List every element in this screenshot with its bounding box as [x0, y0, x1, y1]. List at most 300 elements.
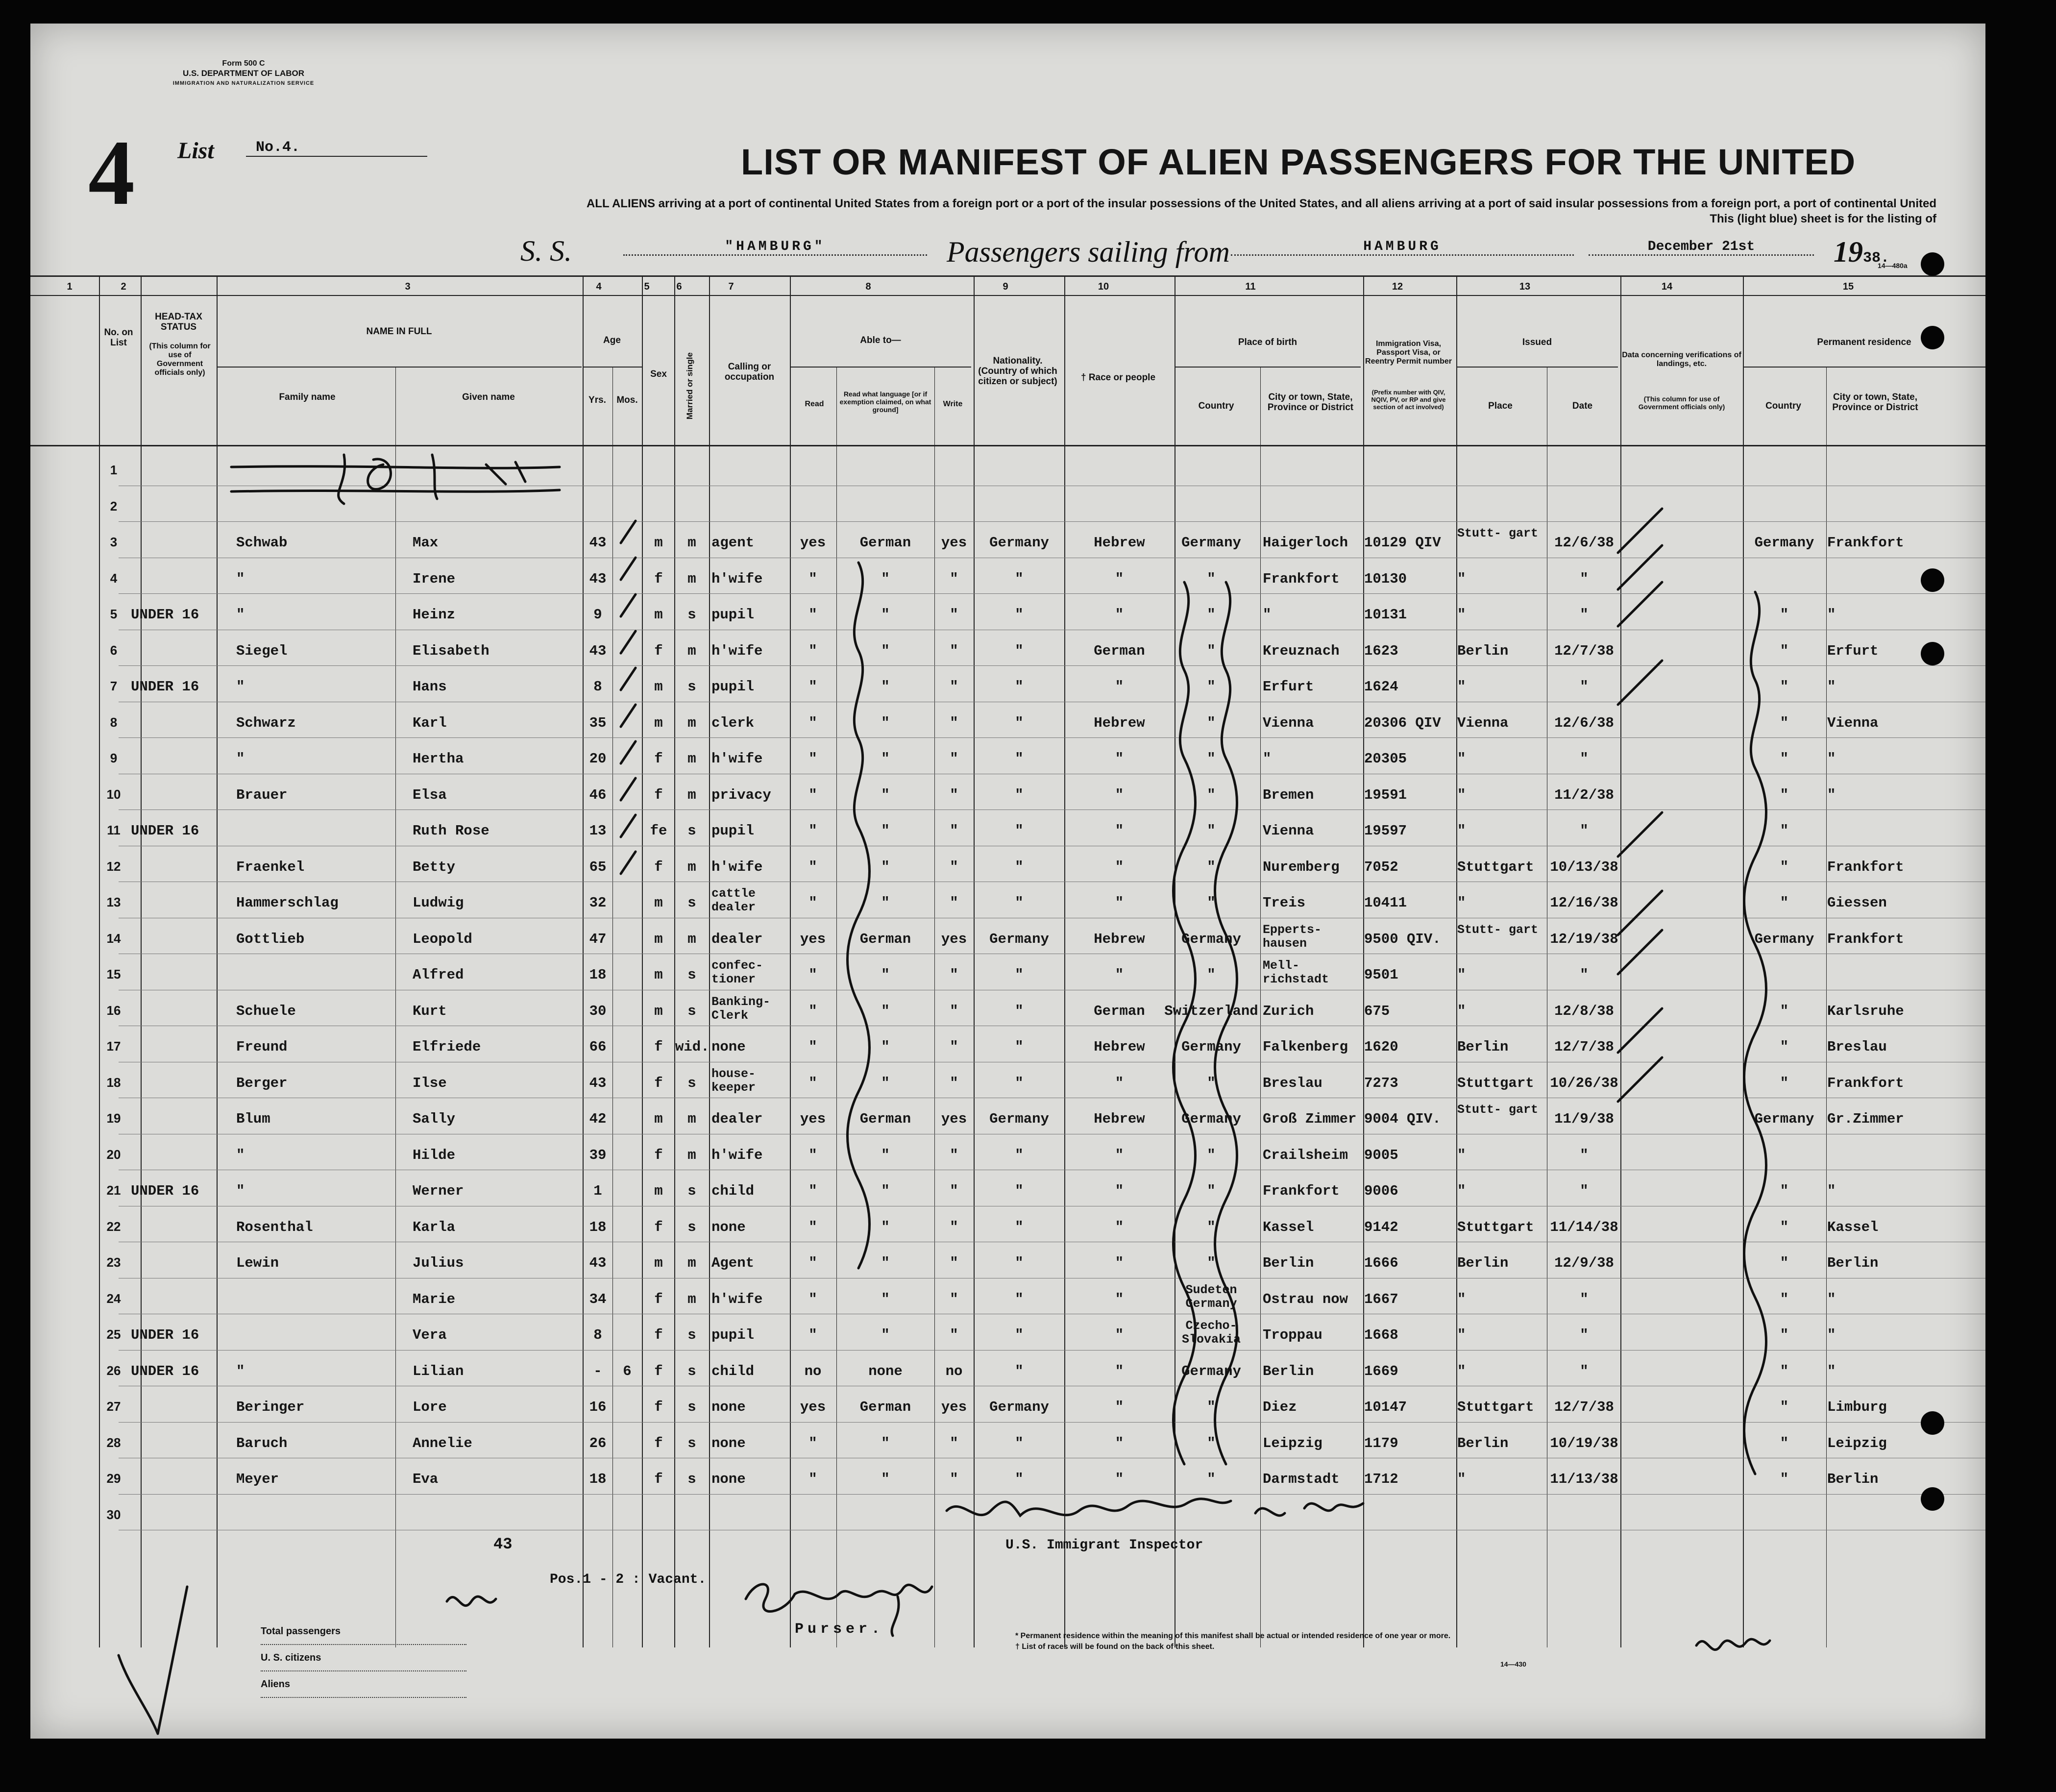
cell-given: Sally — [413, 1111, 456, 1127]
cell-rcity: Kassel — [1827, 1219, 1879, 1235]
header-issued-place: Place — [1488, 401, 1513, 411]
cell-write: " — [950, 1147, 958, 1163]
cell-bcity: Erfurt — [1263, 679, 1314, 695]
cell-race: " — [1115, 1075, 1124, 1091]
sheet-number: 4 — [88, 122, 135, 224]
cell-lang: " — [881, 751, 890, 767]
cell-family: Fraenkel — [236, 859, 305, 875]
cell-yrs: 43 — [589, 642, 607, 659]
cell-given: Karl — [413, 714, 447, 731]
column-number: 13 — [1519, 281, 1531, 292]
cell-family: " — [236, 679, 245, 695]
cell-given: Ruth Rose — [413, 823, 490, 839]
vacant-note: Pos.1 - 2 : Vacant. — [550, 1572, 707, 1587]
cell-yrs: 35 — [589, 714, 607, 731]
cell-visa: 9004 QIV. — [1364, 1111, 1441, 1127]
cell-no: 3 — [110, 535, 118, 549]
cell-no: 26 — [106, 1363, 121, 1378]
cell-ms: m — [687, 1147, 696, 1163]
cell-visa: 1624 — [1364, 679, 1398, 695]
cell-given: Elsa — [413, 786, 447, 803]
cell-nat: Germany — [989, 931, 1049, 947]
cell-iplace: " — [1457, 1363, 1466, 1379]
cell-idate: " — [1580, 607, 1589, 623]
cell-write: " — [950, 859, 958, 875]
cell-rcountry: " — [1780, 1435, 1789, 1451]
cell-no: 16 — [106, 1003, 121, 1018]
header-issued-date: Date — [1572, 401, 1593, 411]
cell-given: Werner — [413, 1183, 464, 1199]
header-birth-city: City or town, State, Province or District — [1267, 392, 1354, 413]
cell-ms: s — [687, 823, 696, 839]
language-wave — [848, 563, 870, 1268]
cell-lang: German — [859, 931, 911, 947]
header-mos: Mos. — [616, 395, 638, 405]
cell-iplace: " — [1457, 786, 1466, 803]
cell-given: Elfriede — [413, 1039, 481, 1055]
cell-rcountry: " — [1780, 1327, 1789, 1343]
cell-rcity: " — [1827, 1327, 1836, 1343]
cell-yrs: 66 — [589, 1039, 607, 1055]
cell-occ: pupil — [711, 607, 755, 623]
cell-ms: s — [687, 1183, 696, 1199]
header-yrs: Yrs. — [588, 395, 606, 405]
cell-given: Max — [413, 535, 439, 551]
aliens-label: Aliens — [261, 1671, 466, 1698]
binder-hole — [1921, 252, 1944, 276]
subtitle-line1: ALL ALIENS arriving at a port of continental United States from a foreign port or a port of the insular possessions of the United States, and all aliens arriving at a port of said insular possessions from a foreign port, a port of continental United — [586, 197, 1936, 210]
cell-occ: none — [711, 1039, 746, 1055]
header-place-of-birth: Place of birth — [1238, 337, 1297, 347]
cell-sex: m — [654, 714, 663, 731]
cell-rcity: " — [1827, 1363, 1836, 1379]
inspector-signature — [947, 1499, 1363, 1516]
cell-sex: m — [654, 967, 663, 983]
cell-iplace: " — [1457, 967, 1466, 983]
cell-idate: 11/13/38 — [1550, 1471, 1618, 1487]
cell-rcountry: " — [1780, 859, 1789, 875]
cell-rcity: Erfurt — [1827, 642, 1879, 659]
cell-no: 24 — [106, 1291, 121, 1306]
cell-write: " — [950, 1471, 958, 1487]
cell-sex: f — [654, 1291, 663, 1307]
cell-bcountry: " — [1207, 895, 1216, 911]
cell-bcity: " — [1263, 751, 1272, 767]
cell-family: Baruch — [236, 1435, 288, 1451]
cell-nat: " — [1015, 1003, 1024, 1019]
cell-bcountry: " — [1207, 786, 1216, 803]
cell-bcountry: " — [1207, 1435, 1216, 1451]
department: U.S. DEPARTMENT OF LABOR — [182, 69, 305, 78]
cell-rcity: " — [1827, 607, 1836, 623]
cell-rcountry: " — [1780, 607, 1789, 623]
passenger-tally — [261, 1619, 466, 1698]
form-number: Form 500 C — [222, 59, 265, 68]
cell-idate: " — [1580, 1327, 1589, 1343]
cell-idate: " — [1580, 570, 1589, 587]
cell-visa: 1667 — [1364, 1291, 1398, 1307]
cell-bcity: Troppau — [1263, 1327, 1322, 1343]
cell-lang: German — [859, 535, 911, 551]
column-number: 1 — [67, 281, 73, 292]
cell-occ: pupil — [711, 679, 755, 695]
cell-yrs: 43 — [589, 570, 607, 587]
cell-visa: 9005 — [1364, 1147, 1398, 1163]
sailing-label: Passengers sailing from — [947, 236, 1230, 268]
header-given-name: Given name — [462, 392, 515, 402]
cell-yrs: - — [593, 1363, 602, 1379]
cell-race: " — [1115, 1471, 1124, 1487]
cell-sex: f — [654, 751, 663, 767]
cell-read: " — [808, 786, 817, 803]
cell-rcity: Limburg — [1827, 1399, 1887, 1415]
cell-iplace: Stuttgart — [1457, 859, 1534, 875]
cell-visa: 7052 — [1364, 859, 1398, 875]
cell-bcountry: " — [1207, 570, 1216, 587]
cell-ms: m — [687, 535, 696, 551]
cell-write: " — [950, 1219, 958, 1235]
cell-given: Kurt — [413, 1003, 447, 1019]
cell-no: 1 — [110, 463, 118, 477]
cell-family: " — [236, 607, 245, 623]
cell-bcountry: Czecho- Slovakia — [1181, 1319, 1241, 1347]
cell-race: " — [1115, 1327, 1124, 1343]
cell-visa: 1666 — [1364, 1255, 1398, 1271]
cell-read: yes — [800, 535, 826, 551]
cell-idate: 10/19/38 — [1550, 1435, 1618, 1451]
header-write: Write — [943, 400, 963, 408]
strikeout-line-2 — [231, 490, 560, 491]
cell-iplace: " — [1457, 1183, 1466, 1199]
cell-race: " — [1115, 1435, 1124, 1451]
header-birth-country: Country — [1198, 401, 1234, 411]
cell-ms: s — [687, 1471, 696, 1487]
cell-ms: m — [687, 1255, 696, 1271]
cell-rcountry: " — [1780, 1075, 1789, 1091]
cell-occ: h'wife — [711, 1147, 763, 1163]
cell-rcountry: " — [1780, 1471, 1789, 1487]
column-number: 7 — [728, 281, 734, 292]
cell-visa: 7273 — [1364, 1075, 1398, 1091]
cell-family: Schwab — [236, 535, 288, 551]
cell-idate: " — [1580, 751, 1589, 767]
column-number: 15 — [1842, 281, 1854, 292]
cell-write: " — [950, 607, 958, 623]
cell-nat: " — [1015, 1147, 1024, 1163]
binder-hole — [1921, 1487, 1944, 1511]
cell-lang: German — [859, 1399, 911, 1415]
cell-visa: 9006 — [1364, 1183, 1398, 1199]
cell-occ: h'wife — [711, 751, 763, 767]
cell-lang: " — [881, 607, 890, 623]
large-check-mark — [119, 1587, 187, 1734]
cell-iplace: " — [1457, 751, 1466, 767]
cell-rcity: " — [1827, 679, 1836, 695]
cell-occ: Agent — [711, 1255, 755, 1271]
cell-lang: " — [881, 1147, 890, 1163]
cell-rcountry: Germany — [1754, 535, 1814, 551]
cell-nat: " — [1015, 823, 1024, 839]
cell-lang: " — [881, 1075, 890, 1091]
cell-given: Hilde — [413, 1147, 456, 1163]
cell-bcountry: " — [1207, 642, 1216, 659]
cell-visa: 10411 — [1364, 895, 1407, 911]
cell-iplace: " — [1457, 1291, 1466, 1307]
cell-bcity: Vienna — [1263, 823, 1314, 839]
cell-bcity: Falkenberg — [1263, 1039, 1348, 1055]
cell-race: " — [1115, 1399, 1124, 1415]
column-number: 14 — [1661, 281, 1673, 292]
cell-given: Heinz — [413, 607, 456, 623]
year-prefix: 19 — [1834, 236, 1863, 268]
cell-lang: " — [881, 642, 890, 659]
cell-write: " — [950, 1183, 958, 1199]
cell-idate: " — [1580, 679, 1589, 695]
cell-iplace: " — [1457, 570, 1466, 587]
list-number: No.4. — [246, 139, 427, 157]
cell-lang: " — [881, 895, 890, 911]
cell-lang: " — [881, 1039, 890, 1055]
cell-bcity: Berlin — [1263, 1255, 1314, 1271]
cell-write: " — [950, 895, 958, 911]
cell-visa: 10147 — [1364, 1399, 1407, 1415]
cell-no: 20 — [106, 1147, 121, 1162]
cell-bcountry: Germany — [1181, 535, 1241, 551]
cell-bcity: Diez — [1263, 1399, 1297, 1415]
cell-no: 25 — [106, 1327, 121, 1342]
cell-family: " — [236, 1147, 245, 1163]
residence-wave — [1744, 592, 1766, 1474]
cell-bcountry: " — [1207, 714, 1216, 731]
cell-idate: 11/14/38 — [1550, 1219, 1618, 1235]
cell-bcountry: " — [1207, 1219, 1216, 1235]
cell-mos: 6 — [623, 1363, 632, 1379]
cell-lang: " — [881, 1255, 890, 1271]
cell-read: " — [808, 1327, 817, 1343]
cell-rcity: Berlin — [1827, 1471, 1879, 1487]
cell-race: Hebrew — [1094, 714, 1145, 731]
cell-no: 13 — [106, 895, 121, 909]
cell-yrs: 1 — [593, 1183, 602, 1199]
cell-tax: UNDER 16 — [131, 1327, 199, 1343]
cell-bcountry: " — [1207, 679, 1216, 695]
cell-family: " — [236, 1363, 245, 1379]
cell-yrs: 9 — [593, 607, 602, 623]
cell-race: Hebrew — [1094, 931, 1145, 947]
cell-bcity: Darmstadt — [1263, 1471, 1340, 1487]
form-code-bottom: 14—430 — [1500, 1660, 1526, 1668]
binder-hole — [1921, 326, 1944, 349]
cell-idate: " — [1580, 967, 1589, 983]
cell-bcity: Mell- richstadt — [1263, 958, 1329, 986]
cell-iplace: Stutt- gart — [1457, 526, 1539, 540]
cell-ms: m — [687, 1291, 696, 1307]
cell-sex: m — [654, 1111, 663, 1127]
cell-occ: cattle dealer — [711, 886, 756, 914]
cell-family: Hammerschlag — [236, 895, 339, 911]
cell-family: " — [236, 1183, 245, 1199]
column-number: 6 — [676, 281, 682, 292]
cell-yrs: 34 — [589, 1291, 607, 1307]
cell-read: " — [808, 859, 817, 875]
cell-write: " — [950, 751, 958, 767]
cell-rcity: " — [1827, 1183, 1836, 1199]
cell-race: " — [1115, 607, 1124, 623]
header-name-in-full: NAME IN FULL — [366, 326, 432, 337]
cell-rcountry: " — [1780, 786, 1789, 803]
cell-idate: 12/16/38 — [1550, 895, 1618, 911]
cell-lang: " — [881, 1003, 890, 1019]
cell-read: " — [808, 751, 817, 767]
cell-lang: " — [881, 859, 890, 875]
cell-rcity: " — [1827, 751, 1836, 767]
cell-yrs: 8 — [593, 679, 602, 695]
cell-lang: none — [868, 1363, 903, 1379]
cell-ms: m — [687, 786, 696, 803]
cell-given: Karla — [413, 1219, 456, 1235]
header-visa: Immigration Visa, Passport Visa, or Reentry Permit number — [1365, 340, 1452, 366]
cell-nat: " — [1015, 859, 1024, 875]
cell-write: yes — [941, 931, 967, 947]
country-wave-1 — [1174, 582, 1196, 1464]
cell-tax: UNDER 16 — [131, 607, 199, 623]
list-label: List — [177, 138, 214, 164]
cell-family: Brauer — [236, 786, 288, 803]
cell-lang: " — [881, 786, 890, 803]
binder-hole — [1921, 642, 1944, 665]
column-number: 10 — [1098, 281, 1109, 292]
cell-read: " — [808, 1435, 817, 1451]
column-number: 2 — [121, 281, 126, 292]
cell-lang: " — [881, 967, 890, 983]
cell-lang: " — [881, 1219, 890, 1235]
cell-family: Blum — [236, 1111, 270, 1127]
cell-bcity: Vienna — [1263, 714, 1314, 731]
cell-given: Hans — [413, 679, 447, 695]
cell-idate: 12/9/38 — [1554, 1255, 1614, 1271]
cell-visa: 20305 — [1364, 751, 1407, 767]
cell-bcity: Kassel — [1263, 1219, 1314, 1235]
cell-iplace: " — [1457, 679, 1466, 695]
cell-ms: m — [687, 642, 696, 659]
cell-bcity: Frankfort — [1263, 1183, 1340, 1199]
cell-idate: 11/9/38 — [1554, 1111, 1614, 1127]
cell-sex: m — [654, 679, 663, 695]
cell-visa: 20306 QIV — [1364, 714, 1441, 731]
header-head-tax-note: (This column for use of Government officials only) — [149, 342, 211, 377]
cell-race: " — [1115, 895, 1124, 911]
cell-read: " — [808, 1003, 817, 1019]
cell-tax: UNDER 16 — [131, 823, 199, 839]
cell-sex: f — [654, 1327, 663, 1343]
cell-write: " — [950, 1039, 958, 1055]
purser-label: Purser. — [795, 1621, 884, 1638]
column-number: 5 — [644, 281, 650, 292]
cell-no: 12 — [106, 859, 121, 874]
cell-idate: 11/2/38 — [1554, 786, 1614, 803]
subtitle-line2: This (light blue) sheet is for the listing of — [1710, 212, 1936, 225]
cell-sex: f — [654, 859, 663, 875]
cell-no: 22 — [106, 1219, 121, 1234]
cell-bcity: Frankfort — [1263, 570, 1340, 587]
cell-occ: privacy — [711, 786, 771, 803]
cell-no: 23 — [106, 1255, 121, 1270]
cell-sex: f — [654, 1219, 663, 1235]
cell-lang: " — [881, 1435, 890, 1451]
cell-iplace: Berlin — [1457, 642, 1509, 659]
cell-write: yes — [941, 1111, 967, 1127]
cell-ms: s — [687, 607, 696, 623]
cell-sex: f — [654, 1399, 663, 1415]
cell-rcity: " — [1827, 1291, 1836, 1307]
header-verification-note: (This column for use of Government officials only) — [1638, 395, 1725, 411]
cell-bcity: Breslau — [1263, 1075, 1322, 1091]
cell-visa: 1179 — [1364, 1435, 1398, 1451]
cell-no: 4 — [110, 570, 118, 586]
cell-nat: " — [1015, 1039, 1024, 1055]
cell-iplace: Vienna — [1457, 714, 1509, 731]
header-no-on-list: No. on List — [104, 327, 133, 348]
cell-bcity: Ostrau now — [1263, 1291, 1348, 1307]
cell-sex: m — [654, 535, 663, 551]
header-sex: Sex — [650, 369, 667, 379]
cell-occ: agent — [711, 535, 755, 551]
cell-nat: " — [1015, 751, 1024, 767]
cell-ms: s — [687, 1003, 696, 1019]
cell-tax: UNDER 16 — [131, 1183, 199, 1199]
cell-occ: confec- tioner — [711, 958, 763, 986]
cell-iplace: Berlin — [1457, 1255, 1509, 1271]
cell-read: " — [808, 1039, 817, 1055]
cell-given: Annelie — [413, 1435, 472, 1451]
cell-occ: child — [711, 1363, 755, 1379]
cell-read: " — [808, 570, 817, 587]
cell-rcity: Leipzig — [1827, 1435, 1887, 1451]
column-number: 4 — [596, 281, 602, 292]
cell-sex: m — [654, 1003, 663, 1019]
cell-iplace: " — [1457, 1471, 1466, 1487]
cell-no: 27 — [106, 1399, 121, 1414]
cell-yrs: 30 — [589, 1003, 607, 1019]
cell-ms: s — [687, 895, 696, 911]
cell-given: Elisabeth — [413, 642, 490, 659]
cell-read: " — [808, 1255, 817, 1271]
cell-rcountry: " — [1780, 1003, 1789, 1019]
cell-sex: m — [654, 1183, 663, 1199]
cell-write: yes — [941, 1399, 967, 1415]
column-number: 3 — [405, 281, 411, 292]
header-visa-note: (Prefix number with QIV, NQIV, PV, or RP and give section of act involved) — [1371, 389, 1446, 411]
cell-yrs: 16 — [589, 1399, 607, 1415]
cell-bcity: Kreuznach — [1263, 642, 1340, 659]
header-nationality: Nationality. (Country of which citizen or subject) — [978, 356, 1057, 387]
cell-race: Hebrew — [1094, 1039, 1145, 1055]
cell-read: " — [808, 1075, 817, 1091]
cell-occ: dealer — [711, 931, 763, 947]
cell-lang: " — [881, 679, 890, 695]
form-code-top: 14—480a — [1878, 262, 1908, 270]
cell-iplace: Stuttgart — [1457, 1399, 1534, 1415]
cell-bcountry: Germany — [1181, 1363, 1241, 1379]
cell-rcity: Gr.Zimmer — [1827, 1111, 1904, 1127]
cell-occ: none — [711, 1435, 746, 1451]
cell-rcity: Frankfort — [1827, 859, 1904, 875]
cell-nat: " — [1015, 895, 1024, 911]
cell-read: " — [808, 1471, 817, 1487]
cell-yrs: 8 — [593, 1327, 602, 1343]
cell-idate: 12/6/38 — [1554, 535, 1614, 551]
cell-yrs: 18 — [589, 1219, 607, 1235]
